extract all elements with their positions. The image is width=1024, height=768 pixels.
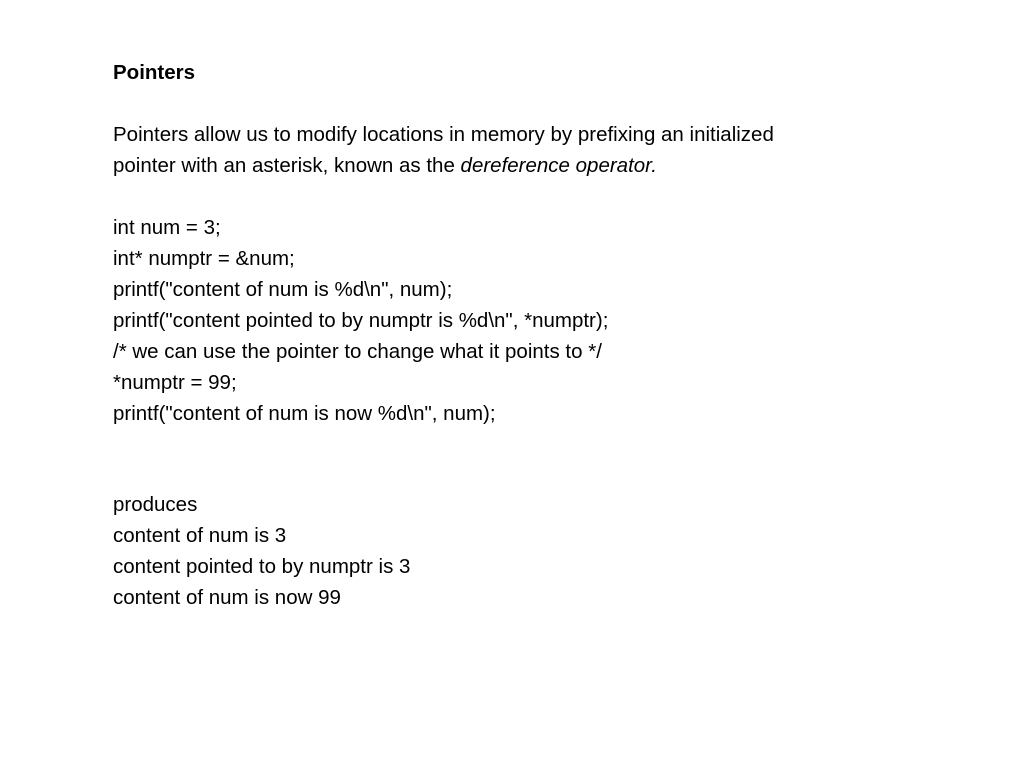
code-line: int* numptr = &num; bbox=[113, 247, 295, 270]
spacer bbox=[113, 429, 913, 489]
code-line: printf("content pointed to by numptr is %d\n", *numptr); bbox=[113, 309, 609, 332]
output-block bbox=[113, 489, 913, 613]
code-block bbox=[113, 212, 913, 429]
output-line: content of num is 3 bbox=[113, 524, 287, 547]
code-line: *numptr = 99; bbox=[113, 371, 237, 394]
intro-paragraph bbox=[113, 119, 913, 181]
intro-line-1: Pointers allow us to modify locations in memory by prefixing an initialized bbox=[113, 123, 774, 146]
slide-content bbox=[113, 57, 913, 613]
output-line: content of num is now 99 bbox=[113, 586, 341, 609]
code-comment-line: /* we can use the pointer to change what it points to */ bbox=[113, 340, 602, 363]
spacer bbox=[113, 181, 913, 212]
code-line: printf("content of num is %d\n", num); bbox=[113, 278, 453, 301]
output-line: content pointed to by numptr is 3 bbox=[113, 555, 411, 578]
slide-title: Pointers bbox=[113, 61, 196, 84]
code-line: int num = 3; bbox=[113, 216, 221, 239]
output-label: produces bbox=[113, 493, 198, 516]
spacer bbox=[113, 88, 913, 119]
code-line: printf("content of num is now %d\n", num); bbox=[113, 402, 496, 425]
intro-line-2-prefix: pointer with an asterisk, known as the bbox=[113, 154, 461, 177]
dereference-operator-term: dereference operator. bbox=[460, 154, 657, 177]
